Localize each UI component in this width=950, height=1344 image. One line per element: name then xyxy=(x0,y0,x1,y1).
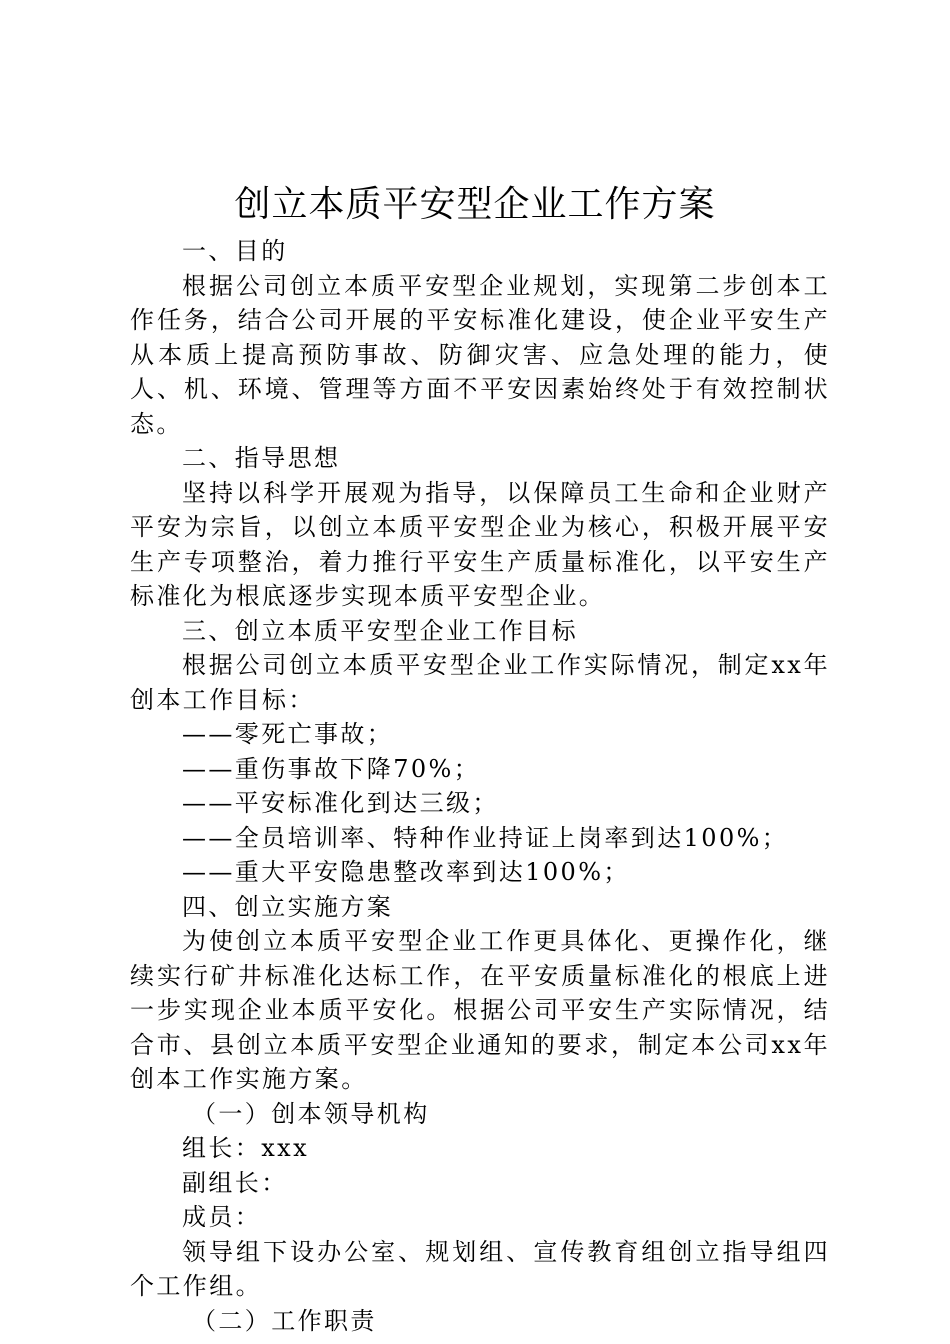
paragraph-guiding-ideology: 坚持以科学开展观为指导，以保障员工生命和企业财产平安为宗旨，以创立本质平安型企业为核心，积极开展平安生产专项整治，着力推行平安生产质量标准化，以平安生产标准化为根底逐步实现本质平安型企业。 xyxy=(130,478,830,610)
paragraph-working-groups: 领导组下设办公室、规划组、宣传教育组创立指导组四个工作组。 xyxy=(130,1237,830,1300)
section-heading-guiding-ideology: 二、指导思想 xyxy=(182,444,341,472)
section-heading-goals: 三、创立本质平安型企业工作目标 xyxy=(182,616,578,645)
paragraph-purpose: 根据公司创立本质平安型企业规划，实现第二步创本工作任务，结合公司开展的平安标准化建设，使企业平安生产从本质上提高预防事故、防御灾害、应急处理的能力，使人、机、环境、管理等方面不平安因素始终处于有效控制状态。 xyxy=(130,271,830,438)
goal-item: ——重伤事故下降70%； xyxy=(182,754,481,783)
goal-item: ——重大平安隐患整改率到达100%； xyxy=(182,858,630,886)
paragraph-goals-intro: 根据公司创立本质平安型企业工作实际情况，制定xx年创本工作目标： xyxy=(130,651,830,714)
section-heading-purpose: 一、目的 xyxy=(182,237,288,265)
subsection-heading-duties: （二）工作职责 xyxy=(192,1306,377,1335)
page-title: 创立本质平安型企业工作方案 xyxy=(234,184,716,225)
leader-line: 组长：xxx xyxy=(182,1134,310,1162)
members-line: 成员： xyxy=(182,1203,262,1231)
goal-item: ——平安标准化到达三级； xyxy=(182,789,499,817)
document-body xyxy=(130,234,830,1338)
subsection-heading-leadership: （一）创本领导机构 xyxy=(192,1099,430,1128)
goal-item: ——零死亡事故； xyxy=(182,720,394,748)
goal-item: ——全员培训率、特种作业持证上岗率到达100%； xyxy=(182,823,789,852)
deputy-leader-line: 副组长： xyxy=(182,1168,288,1197)
paragraph-implementation: 为使创立本质平安型企业工作更具体化、更操作化，继续实行矿井标准化达标工作，在平安质量标准化的根底上进一步实现企业本质平安化。根据公司平安生产实际情况，结合市、县创立本质平安型企业通知的要求，制定本公司xx年创本工作实施方案。 xyxy=(130,927,830,1093)
section-heading-implementation: 四、创立实施方案 xyxy=(182,892,394,921)
